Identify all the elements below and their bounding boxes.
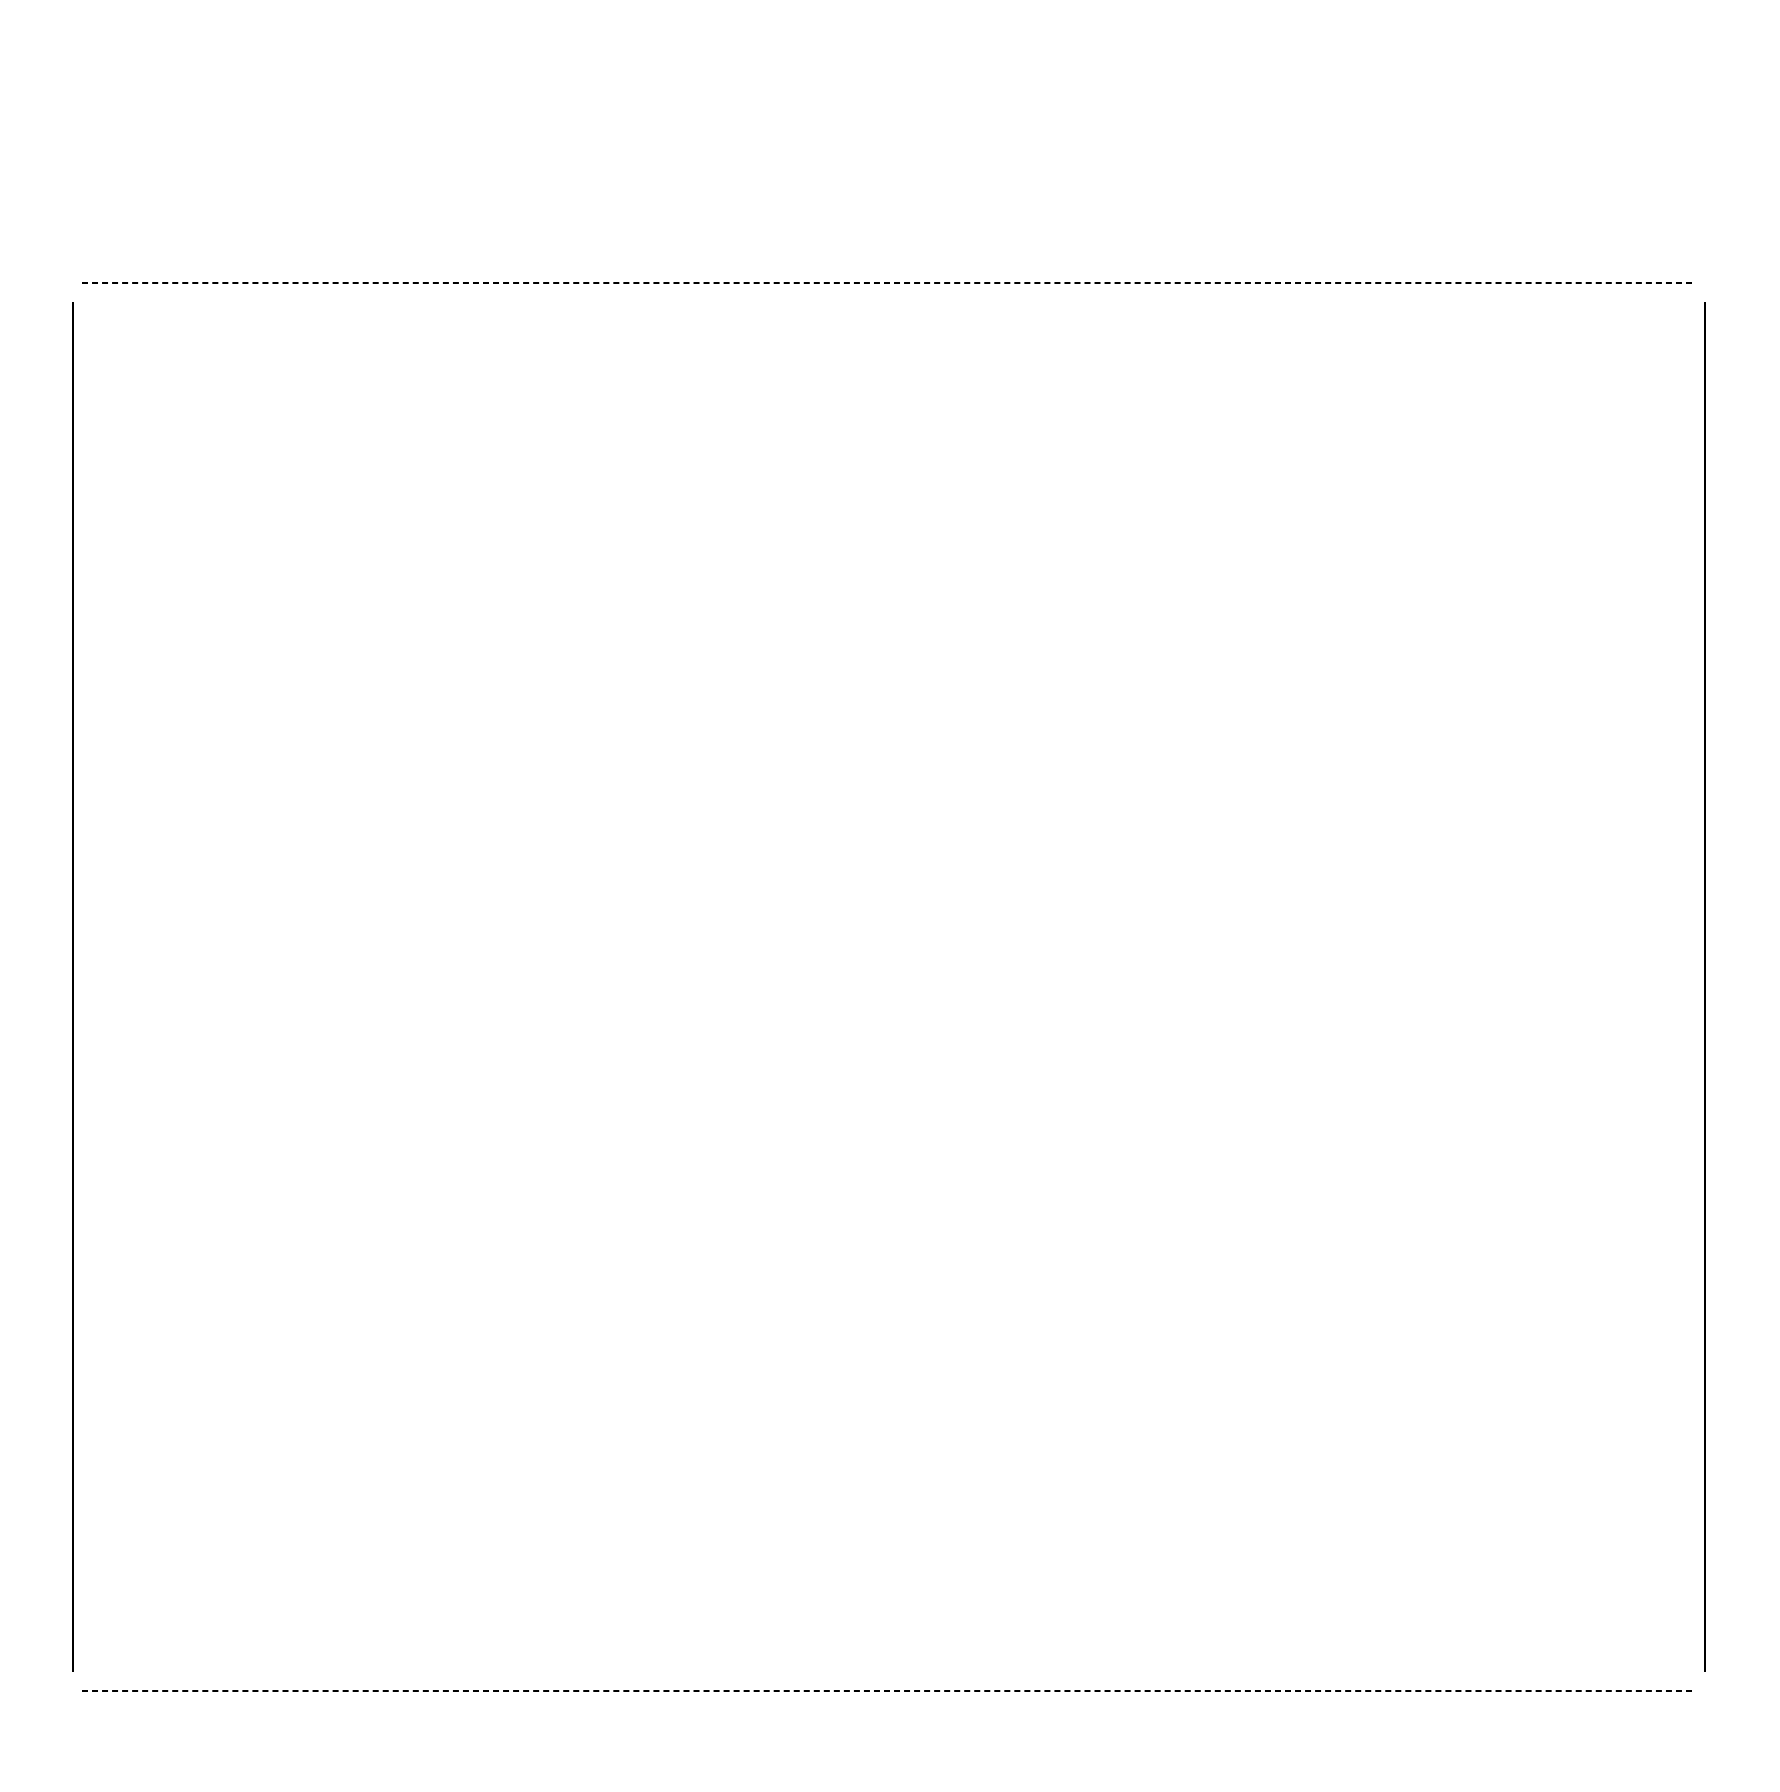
left-border-bar (72, 302, 74, 1672)
top-border-dashes (82, 282, 1692, 284)
right-border-bar (1704, 302, 1706, 1672)
bottom-border-dashes (82, 1690, 1692, 1692)
